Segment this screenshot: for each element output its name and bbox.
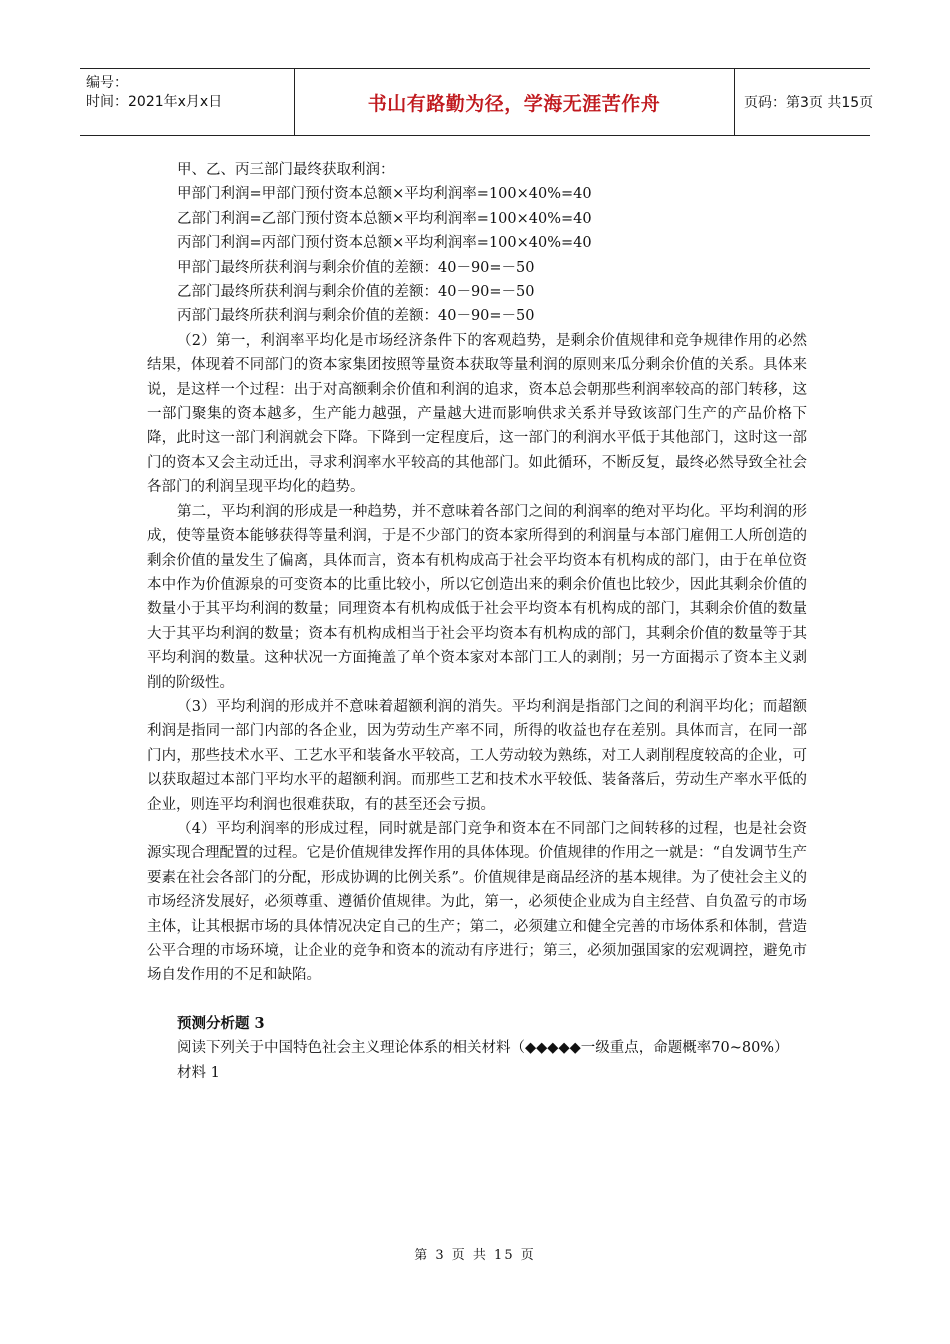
section-intro: 阅读下列关于中国特色社会主义理论体系的相关材料（◆◆◆◆◆一级重点，命题概率70~80%）	[177, 1040, 789, 1057]
body-paragraph: （3）平均利润的形成并不意味着超额利润的消失。平均利润是指部门之间的利润平均化；而超额利润是指同一部门内部的各企业，因为劳动生产率不同，所得的收益也存在差别。具体而言，在同一部门内，那些技术水平、工艺水平和装备水平较高，工人劳动较为熟练，对工人剥削程度较高的企业，可以获取超过本部门平均水平的超额利润。而那些工艺和技术水平较低、装备落后，劳动生产率水平低的企业，则连平均利润也很难获取，有的甚至还会亏损。	[147, 698, 807, 813]
header-page-cell	[734, 69, 874, 135]
header-info-cell	[80, 69, 295, 135]
page-header	[80, 68, 874, 136]
header-motto-cell	[294, 69, 735, 135]
header-motto: 书山有路勤为径，学海无涯苦作舟	[367, 92, 661, 115]
document-date: 时间：2021年x月x日	[86, 94, 223, 110]
body-paragraph: （2）第一，利润率平均化是市场经济条件下的客观趋势，是剩余价值规律和竞争规律作用的必然结果，体现着不同部门的资本家集团按照等量资本获取等量利润的原则来瓜分剩余价值的关系。具体来说，是这样一个过程：出于对高额剩余价值和利润的追求，资本总会朝那些利润率较高的部门转移，这一部门聚集的资本越多，生产能力越强，产量越大进而影响供求关系并导致该部门生产的产品价格下降，此时这一部门利润就会下降。下降到一定程度后，这一部门的利润水平低于其他部门，这时这一部门的资本又会主动迁出，寻求利润率水平较高的其他部门。如此循环，不断反复，最终必然导致全社会各部门的利润呈现平均化的趋势。	[147, 332, 807, 496]
body-paragraph: （4）平均利润率的形成过程，同时就是部门竞争和资本在不同部门之间转移的过程，也是社会资源实现合理配置的过程。它是价值规律发挥作用的具体体现。价值规律的作用之一就是：“自发调节生产要素在社会各部门的分配，形成协调的比例关系”。价值规律是商品经济的基本规律。为了使社会主义的市场经济发展好，必须尊重、遵循价值规律。为此，第一，必须使企业成为自主经营、自负盈亏的市场主体，让其根据市场的具体情况决定自己的生产；第二，必须建立和健全完善的市场体系和体制，营造公平合理的市场环境，让企业的竞争和资本的流动有序进行；第三，必须加强国家的宏观调控，避免市场自发作用的不足和缺陷。	[147, 820, 807, 984]
calc-line: 乙部门最终所获利润与剩余价值的差额：40－90=－50	[177, 284, 535, 301]
body-paragraph: 第二，平均利润的形成是一种趋势，并不意味着各部门之间的利润率的绝对平均化。平均利润的形成，使等量资本能够获得等量利润，于是不少部门的资本家所得到的利润量与本部门雇佣工人所创造的剩余价值的量发生了偏离，具体而言，资本有机构成高于社会平均资本有机构成的部门，由于在单位资本中作为价值源泉的可变资本的比重比较小，所以它创造出来的剩余价值也比较少，因此其剩余价值的数量小于其平均利润的数量；同理资本有机构成低于社会平均资本有机构成的部门，其剩余价值的数量大于其平均利润的数量；资本有机构成相当于社会平均资本有机构成的部门，其剩余价值的数量等于其平均利润的数量。这种状况一方面掩盖了单个资本家对本部门工人的剥削；另一方面揭示了资本主义剥削的阶级性。	[147, 503, 807, 691]
material-label: 材料 1	[177, 1064, 220, 1081]
calc-line: 甲、乙、丙三部门最终获取利润：	[177, 162, 395, 178]
header-page-info: 页码：第3页 共15页	[744, 95, 874, 111]
document-code-label: 编号：	[86, 75, 128, 91]
calc-line: 甲部门最终所获利润与剩余价值的差额：40－90=－50	[177, 259, 535, 276]
calc-line: 丙部门最终所获利润与剩余价值的差额：40－90=－50	[177, 308, 535, 325]
section-title: 预测分析题 3	[177, 1014, 265, 1032]
document-body	[147, 158, 807, 1085]
calc-line: 乙部门利润=乙部门预付资本总额×平均利润率=100×40%=40	[177, 210, 592, 227]
page-footer: 第 3 页 共 15 页	[414, 1248, 536, 1263]
calc-line: 甲部门利润=甲部门预付资本总额×平均利润率=100×40%=40	[177, 186, 592, 203]
calc-line: 丙部门利润=丙部门预付资本总额×平均利润率=100×40%=40	[177, 235, 592, 252]
